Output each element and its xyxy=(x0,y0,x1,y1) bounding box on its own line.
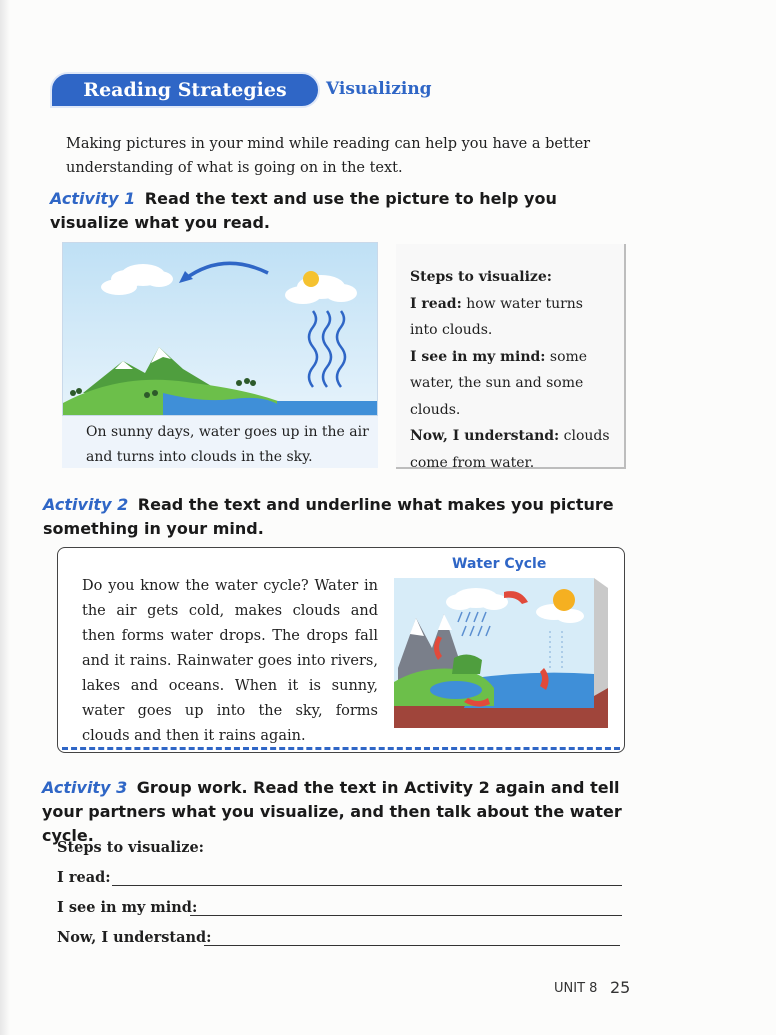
activity-3-instruction: Group work. Read the text in Activity 2 again and tell your partners what you visualize, and then talk about the water cycle. xyxy=(42,778,622,845)
activity-1-instruction: Read the text and use the picture to help you visualize what you read. xyxy=(50,189,557,232)
see-text: some water, the sun and some clouds. xyxy=(410,348,588,418)
activity-1-caption: On sunny days, water goes up in the air and turns into clouds in the sky. xyxy=(62,416,378,468)
sun-icon xyxy=(553,589,575,611)
activity-3-steps-title: Steps to visualize: xyxy=(57,839,205,856)
dashed-divider xyxy=(62,747,620,750)
understand-text: clouds come from water. xyxy=(410,428,610,471)
activity-3-read-label: I read: xyxy=(57,869,111,886)
activity-2-instruction: Read the text and underline what makes you picture something in your mind. xyxy=(43,495,614,538)
evaporation-picture xyxy=(63,243,378,416)
see-answer-line[interactable] xyxy=(190,915,622,916)
activity-3-heading xyxy=(42,776,642,848)
water-cycle-picture xyxy=(394,578,608,728)
activity-3-understand-label: Now, I understand: xyxy=(57,929,212,946)
activity-2-label: Activity 2 xyxy=(43,495,129,514)
water-cycle-title: Water Cycle xyxy=(452,556,547,572)
read-answer-line[interactable] xyxy=(112,885,622,886)
activity-1-heading xyxy=(50,187,640,235)
page-number: 25 xyxy=(610,978,631,997)
water-cycle-illustration xyxy=(394,578,608,728)
understand-answer-line[interactable] xyxy=(204,945,620,946)
sun-icon xyxy=(303,271,319,287)
read-text: how water turns into clouds. xyxy=(410,295,583,338)
understand-label: Now, I understand: xyxy=(410,428,560,444)
activity-2-heading xyxy=(43,493,643,541)
topic-title: Visualizing xyxy=(326,79,432,99)
activity-1-label: Activity 1 xyxy=(50,189,136,208)
water-cycle-passage: Do you know the water cycle? Water in the air gets cold, makes clouds and then forms water drops. The drops fall and it rains. Rainwater goes into rivers, lakes and oceans. When it is sunny, water goes up into the sky, forms clouds and then it rains again. xyxy=(82,578,378,744)
page-spine-shadow xyxy=(0,0,10,1035)
steps-title: Steps to visualize: xyxy=(410,269,552,285)
section-title: Reading Strategies xyxy=(83,79,287,101)
activity-3-see-label: I see in my mind: xyxy=(57,899,198,916)
unit-label: UNIT 8 xyxy=(554,981,598,996)
intro-paragraph: Making pictures in your mind while reading can help you have a better understanding of what is going on in the text. xyxy=(66,136,591,176)
activity-3-label: Activity 3 xyxy=(42,778,128,797)
evaporation-illustration xyxy=(62,242,378,416)
section-banner xyxy=(50,72,320,108)
see-label: I see in my mind: xyxy=(410,348,546,365)
read-label: I read: xyxy=(410,295,462,312)
activity-1-steps-box xyxy=(396,244,626,469)
